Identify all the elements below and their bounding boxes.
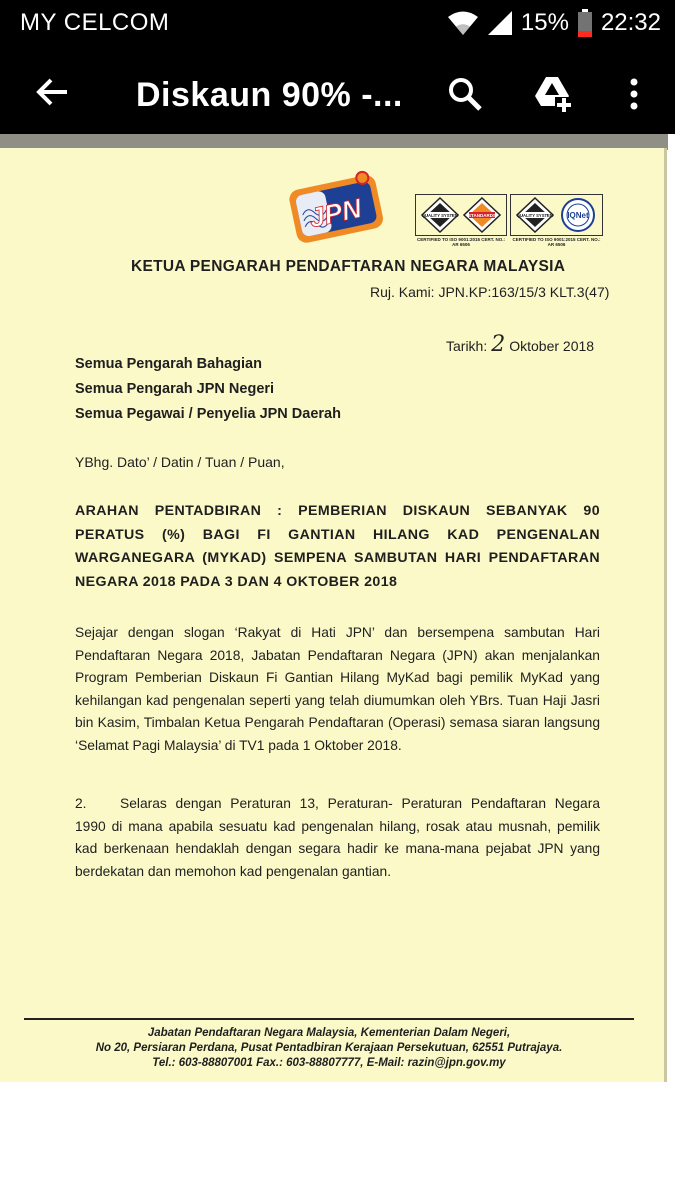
standards-icon xyxy=(463,197,501,233)
footer-divider xyxy=(24,1018,634,1020)
quality-system-icon xyxy=(516,197,554,233)
cell-signal-icon xyxy=(487,10,513,36)
recipient-list xyxy=(75,352,341,427)
iqnet-icon xyxy=(559,197,597,233)
jpn-logo xyxy=(286,168,386,248)
cert-caption: CERTIFIED TO ISO 9001:2015 CERT. NO.: AR 6506 xyxy=(512,237,601,247)
status-indicators xyxy=(447,8,661,38)
svg-text:STANDARDS: STANDARDS xyxy=(468,213,496,218)
reference-number: Ruj. Kami: JPN.KP:163/15/3 KLT.3(47) xyxy=(370,284,610,300)
svg-text:QUALITY SYSTEM: QUALITY SYSTEM xyxy=(516,213,554,218)
svg-text:QUALITY SYSTEM: QUALITY SYSTEM xyxy=(421,213,459,218)
paragraph-text: Selaras dengan Peraturan 13, Peraturan- Peraturan Pendaftaran Negara 1990 di mana apabila sesuatu kad pengenalan hilang, rosak atau musnah, pemilik kad berkenaan hendaklah dengan segara hadir ke mana-mana pejabat JPN yang berdekatan dan memohon kad pengenalan gantian. xyxy=(75,796,600,879)
cert-caption: CERTIFIED TO ISO 9001:2015 CERT. NO.: AR 6506 xyxy=(417,237,505,247)
document-title: Diskaun 90% -... xyxy=(136,76,403,114)
clock-time: 22:32 xyxy=(600,9,661,36)
search-button[interactable] xyxy=(443,72,487,116)
letter-date xyxy=(446,332,594,357)
recipient-line: Semua Pengarah JPN Negeri xyxy=(75,381,275,397)
wifi-icon xyxy=(447,10,479,36)
body-paragraph-1: Sejajar dengan slogan ‘Rakyat di Hati JPN’ dan bersempena sambutan Hari Pendaftaran Negara 2018, Jabatan Pendaftaran Negara (JPN) akan menjalankan Program Pemberian Diskaun Fi Gantian Hilang MyKad bagi pemilik MyKad yang kehilangan kad pengenalan seperti yang telah diumumkan oleh YBrs. Tuan Haji Jasri bin Kasim, Timbalan Ketua Pengarah Pendaftaran (Operasi) semasa siaran langsung ‘Selamat Pagi Malaysia’ di TV1 pada 1 Oktober 2018. xyxy=(75,625,600,753)
quality-system-icon xyxy=(421,197,459,233)
back-arrow-icon xyxy=(35,77,69,107)
battery-icon xyxy=(577,9,593,37)
salutation: YBhg. Dato’ / Datin / Tuan / Puan, xyxy=(75,454,285,470)
footer-line: No 20, Persiaran Perdana, Pusat Pentadbiran Kerajaan Persekutuan, 62551 Putrajaya. xyxy=(95,1042,563,1054)
letterhead-title: KETUA PENGARAH PENDAFTARAN NEGARA MALAYSIA xyxy=(131,258,566,275)
date-label: Tarikh: xyxy=(446,338,488,354)
recipient-line: Semua Pegawai / Penyelia JPN Daerah xyxy=(75,406,341,422)
footer-line: Jabatan Pendaftaran Negara Malaysia, Kementerian Dalam Negeri, xyxy=(147,1027,511,1039)
back-button[interactable] xyxy=(30,70,74,114)
footer-address xyxy=(24,1026,634,1071)
logo-text: JPN xyxy=(306,193,365,234)
svg-text:IQNet: IQNet xyxy=(567,211,589,220)
status-bar xyxy=(0,0,675,46)
cert-badge xyxy=(510,194,603,236)
document-page[interactable] xyxy=(0,148,667,1082)
body-paragraph-2 xyxy=(75,793,600,883)
drive-add-icon xyxy=(533,75,573,113)
subject-heading: ARAHAN PENTADBIRAN : PEMBERIAN DISKAUN SEBANYAK 90 PERATUS (%) BAGI FI GANTIAN HILANG KAD PENGENALAN WARGANEGARA (MYKAD) SEMPENA SAMBUTAN HARI PENDAFTARAN NEGARA 2018 PADA 3 DAN 4 OKTOBER 2018 xyxy=(75,503,600,590)
search-icon xyxy=(447,76,483,112)
carrier-name: MY CELCOM xyxy=(20,9,170,36)
recipient-line: Semua Pengarah Bahagian xyxy=(75,356,262,372)
more-vert-icon xyxy=(629,78,639,110)
app-bar xyxy=(0,46,675,134)
footer-line: Tel.: 603-88807001 Fax.: 603-88807777, E-Mail: razin@jpn.gov.my xyxy=(152,1057,506,1069)
date-day: 2 xyxy=(491,332,506,357)
battery-percent: 15% xyxy=(520,9,569,36)
add-to-drive-button[interactable] xyxy=(531,72,575,116)
more-options-button[interactable] xyxy=(614,72,654,116)
date-month-year: Oktober 2018 xyxy=(509,338,595,354)
viewer-empty-area xyxy=(0,1108,675,1200)
cert-badge xyxy=(415,194,507,236)
paragraph-number: 2. xyxy=(75,796,87,811)
